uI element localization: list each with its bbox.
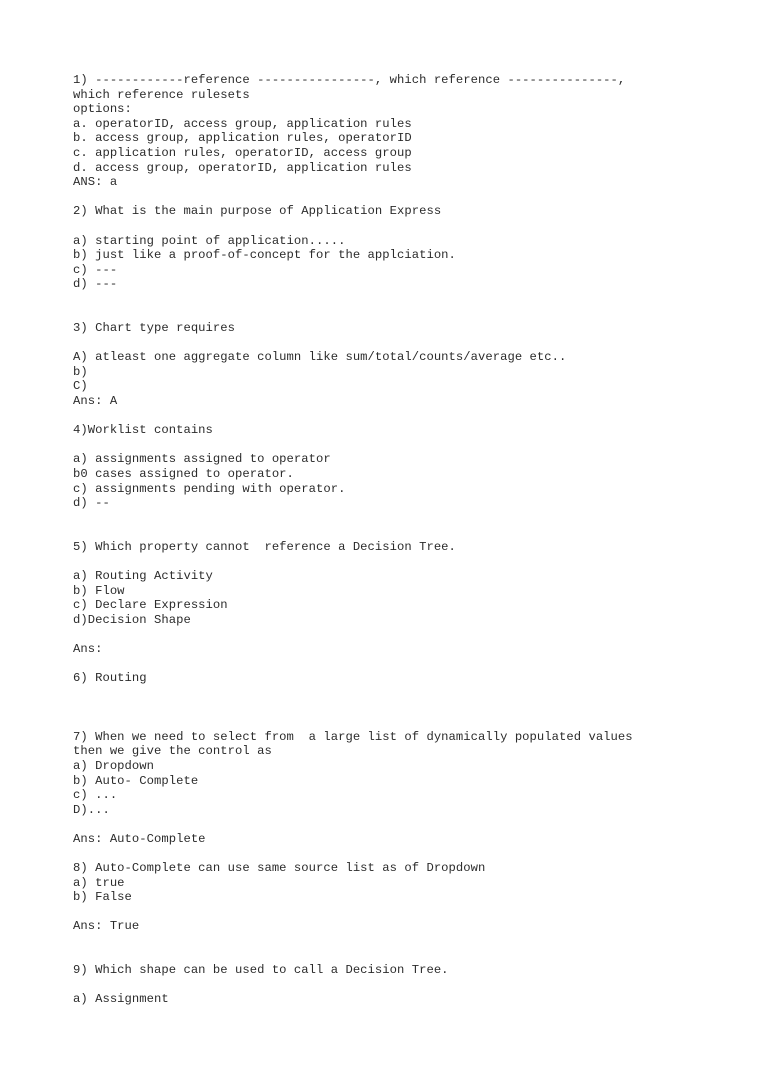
q8-option-b: b) False — [73, 890, 132, 905]
q4-question: 4)Worklist contains — [73, 423, 213, 438]
q2-question: 2) What is the main purpose of Application Express — [73, 204, 442, 219]
q7-option-a: a) Dropdown — [73, 758, 155, 773]
q8-question: 8) Auto-Complete can use same source list as of Dropdown — [73, 861, 486, 876]
q6-question: 6) Routing — [73, 671, 147, 686]
q4-option-d: d) -- — [73, 496, 110, 511]
q1-option-d: d. access group, operatorID, application rules — [73, 160, 412, 175]
q7-option-c: c) ... — [73, 788, 118, 803]
q3-question: 3) Chart type requires — [73, 321, 236, 336]
q5-answer: Ans: — [73, 642, 103, 657]
document-content — [73, 73, 753, 1007]
q1-options-label: options: — [73, 102, 132, 117]
q3-option-a: A) atleast one aggregate column like sum/total/counts/average etc.. — [73, 350, 567, 365]
q5-question: 5) Which property cannot reference a Decision Tree. — [73, 540, 456, 554]
q4-option-a: a) assignments assigned to operator — [73, 452, 331, 467]
q1-question-line-1: 1) ------------reference ----------------, which reference ---------------, — [73, 73, 626, 87]
q1-option-a: a. operatorID, access group, application rules — [73, 116, 412, 131]
q9-question: 9) Which shape can be used to call a Decision Tree. — [73, 963, 449, 978]
q2-option-b: b) just like a proof-of-concept for the applciation. — [73, 248, 456, 263]
q1-option-b: b. access group, application rules, operatorID — [73, 131, 412, 146]
q4-option-c: c) assignments pending with operator. — [73, 481, 346, 496]
q3-option-b: b) — [73, 364, 88, 379]
q2-option-d: d) --- — [73, 277, 118, 292]
q2-option-c: c) --- — [73, 262, 118, 277]
q8-answer: Ans: True — [73, 919, 140, 934]
q5-option-d: d)Decision Shape — [73, 612, 191, 627]
q1-answer: ANS: a — [73, 175, 118, 190]
q3-option-c: C) — [73, 379, 88, 394]
q1-option-c: c. application rules, operatorID, access group — [73, 145, 412, 160]
q7-option-b: b) Auto- Complete — [73, 773, 199, 788]
q7-answer: Ans: Auto-Complete — [73, 831, 206, 846]
q7-question-line-2: then we give the control as — [73, 744, 272, 759]
q9-option-a: a) Assignment — [73, 992, 169, 1007]
q7-option-d: D)... — [73, 802, 110, 817]
q2-option-a: a) starting point of application..... — [73, 233, 346, 248]
q4-option-b: b0 cases assigned to operator. — [73, 467, 294, 482]
q5-option-b: b) Flow — [73, 583, 125, 598]
q1-question-line-2: which reference rulesets — [73, 87, 250, 102]
q5-option-a: a) Routing Activity — [73, 569, 213, 584]
q5-option-c: c) Declare Expression — [73, 598, 228, 613]
q3-answer: Ans: A — [73, 394, 118, 409]
q8-option-a: a) true — [73, 875, 125, 890]
q7-question-line-1: 7) When we need to select from a large list of dynamically populated values — [73, 729, 633, 744]
